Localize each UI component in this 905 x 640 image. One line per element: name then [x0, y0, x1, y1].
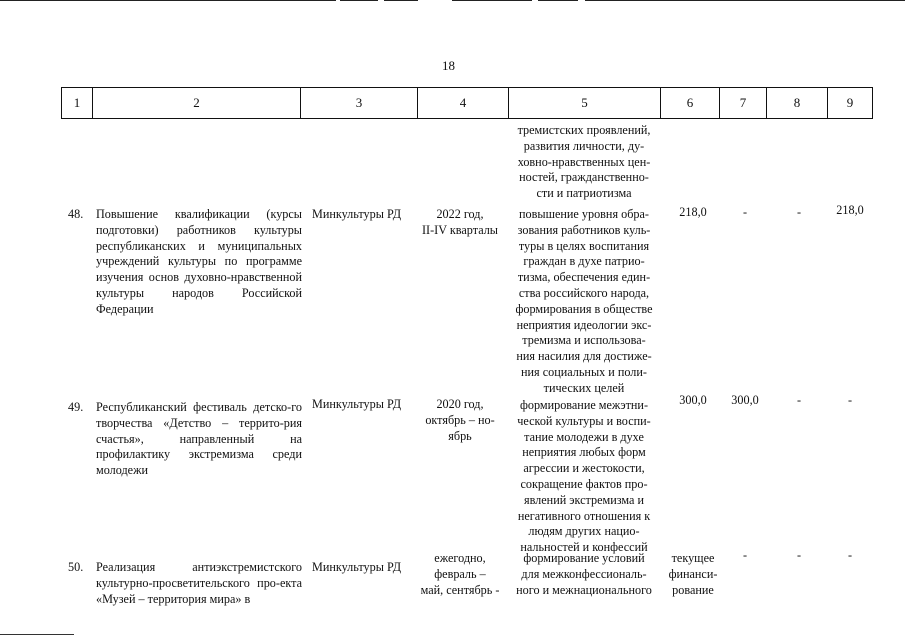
header-col-2: 2: [92, 88, 300, 118]
result-line: туры в целях воспитания: [518, 238, 650, 253]
period-line: ябрь: [448, 428, 472, 443]
period-line: февраль –: [434, 566, 486, 581]
row-col9-value: -: [847, 548, 853, 562]
scan-edge-line: [585, 0, 905, 1]
scan-edge-line: [340, 0, 378, 1]
result-line: формирования в обществе: [515, 301, 653, 316]
result-line: ния насилия для достиже-: [516, 349, 652, 364]
header-col-8: 8: [766, 88, 827, 118]
period-line: ежегодно,: [434, 551, 486, 565]
page-number: 18: [442, 58, 455, 73]
header-col-7: 7: [719, 88, 766, 118]
row-period: [416, 551, 504, 598]
row-department: Минкультуры РД: [312, 560, 402, 574]
row-number: 49.: [68, 400, 84, 414]
scan-edge-line: [538, 0, 578, 1]
result-line: повышение уровня обра-: [519, 207, 649, 221]
result-line: ческой культуры и воспи-: [517, 413, 651, 428]
period-line: II-IV кварталы: [422, 222, 498, 237]
row-col9-value: -: [847, 393, 853, 407]
row-department: Минкультуры РД: [312, 207, 402, 221]
result-line: граждан в духе патрио-: [523, 254, 645, 269]
result-line: формирование условий: [523, 551, 645, 565]
row-col7-value: -: [742, 205, 748, 219]
period-line: 2020 год,: [436, 397, 484, 411]
row-measure-name: Повышение квалификации (курсы подготовки) работников культуры республиканских и муниципальных учреждений культуры по программе изучения основ духовно-нравственной культуры народов Российской Федерации: [96, 207, 302, 316]
result-line: людям других нацио-: [528, 524, 640, 539]
result-line: ства российского народа,: [518, 285, 650, 300]
result-line: тических целей: [543, 380, 625, 395]
result-line: сти и патриотизма: [536, 186, 632, 201]
period-line: май, сентябрь -: [420, 582, 500, 597]
header-col-6: 6: [660, 88, 719, 118]
row-col8-value: -: [796, 393, 802, 407]
row-col8-value: -: [796, 548, 802, 562]
header-col-9: 9: [827, 88, 872, 118]
row-number: 50.: [68, 560, 84, 574]
result-line: явлений экстремизма и: [523, 492, 645, 507]
row-col6-value: 300,0: [679, 393, 707, 407]
row-col7-value: -: [742, 548, 748, 562]
row-period: [416, 207, 504, 239]
row-period: [416, 397, 504, 444]
col6-line: рование: [672, 582, 714, 597]
col6-line: финанси-: [668, 566, 718, 581]
result-line: для межконфессиональ-: [521, 566, 647, 581]
result-line: неприятия любых форм: [522, 445, 646, 460]
period-line: 2022 год,: [436, 207, 484, 221]
row-result: [508, 398, 660, 556]
row-col6-value: 218,0: [679, 205, 707, 219]
result-line: тизма, обеспечения един-: [517, 270, 651, 285]
row-col9-value: 218,0: [836, 203, 864, 217]
result-line: тремизма и использова-: [522, 333, 646, 348]
scan-edge-line: [0, 634, 74, 635]
result-line: ния социальных и поли-: [521, 364, 647, 379]
scan-edge-line: [452, 0, 532, 1]
row-result: [508, 551, 660, 598]
period-line: октябрь – но-: [425, 412, 495, 427]
scan-edge-line: [0, 0, 336, 1]
row-number: 48.: [68, 207, 84, 221]
result-line: ного и межнационального: [516, 582, 652, 597]
result-line: формирование межэтни-: [519, 398, 649, 412]
table-header-row: [61, 87, 873, 119]
row-measure-name: Республиканский фестиваль детско-го творчества «Детство – террито-рия счастья», направленный на профилактику экстремизма среди молодежи: [96, 400, 302, 478]
row-result: [508, 207, 660, 397]
result-line: агрессии и жестокости,: [523, 461, 645, 476]
result-line: негативного отношения к: [517, 508, 651, 523]
result-line: ностей, гражданственно-: [519, 170, 649, 185]
continuation-result: [508, 123, 660, 202]
result-line: неприятия идеологии экс-: [516, 317, 652, 332]
row-col6-value: [664, 551, 722, 598]
result-line: развития личности, ду-: [523, 138, 645, 153]
col6-line: текущее: [671, 551, 715, 565]
result-line: тание молодежи в духе: [524, 429, 644, 444]
result-line: сокращение фактов про-: [520, 476, 648, 491]
row-department: Минкультуры РД: [312, 397, 402, 411]
result-line: нальностей и конфессий: [520, 540, 648, 555]
result-line: зования работников куль-: [517, 222, 651, 237]
result-line: ховно-нравственных цен-: [517, 154, 651, 169]
result-line: тремистских проявлений,: [517, 123, 651, 137]
header-col-5: 5: [508, 88, 660, 118]
row-col8-value: -: [796, 205, 802, 219]
header-col-3: 3: [300, 88, 417, 118]
header-col-1: 1: [73, 95, 81, 110]
scan-edge-line: [384, 0, 418, 1]
header-col-4: 4: [417, 88, 508, 118]
row-col7-value: 300,0: [731, 393, 759, 407]
row-measure-name: Реализация антиэкстремистского культурно-просветительского про-екта «Музей – территория мира» в: [96, 560, 302, 606]
